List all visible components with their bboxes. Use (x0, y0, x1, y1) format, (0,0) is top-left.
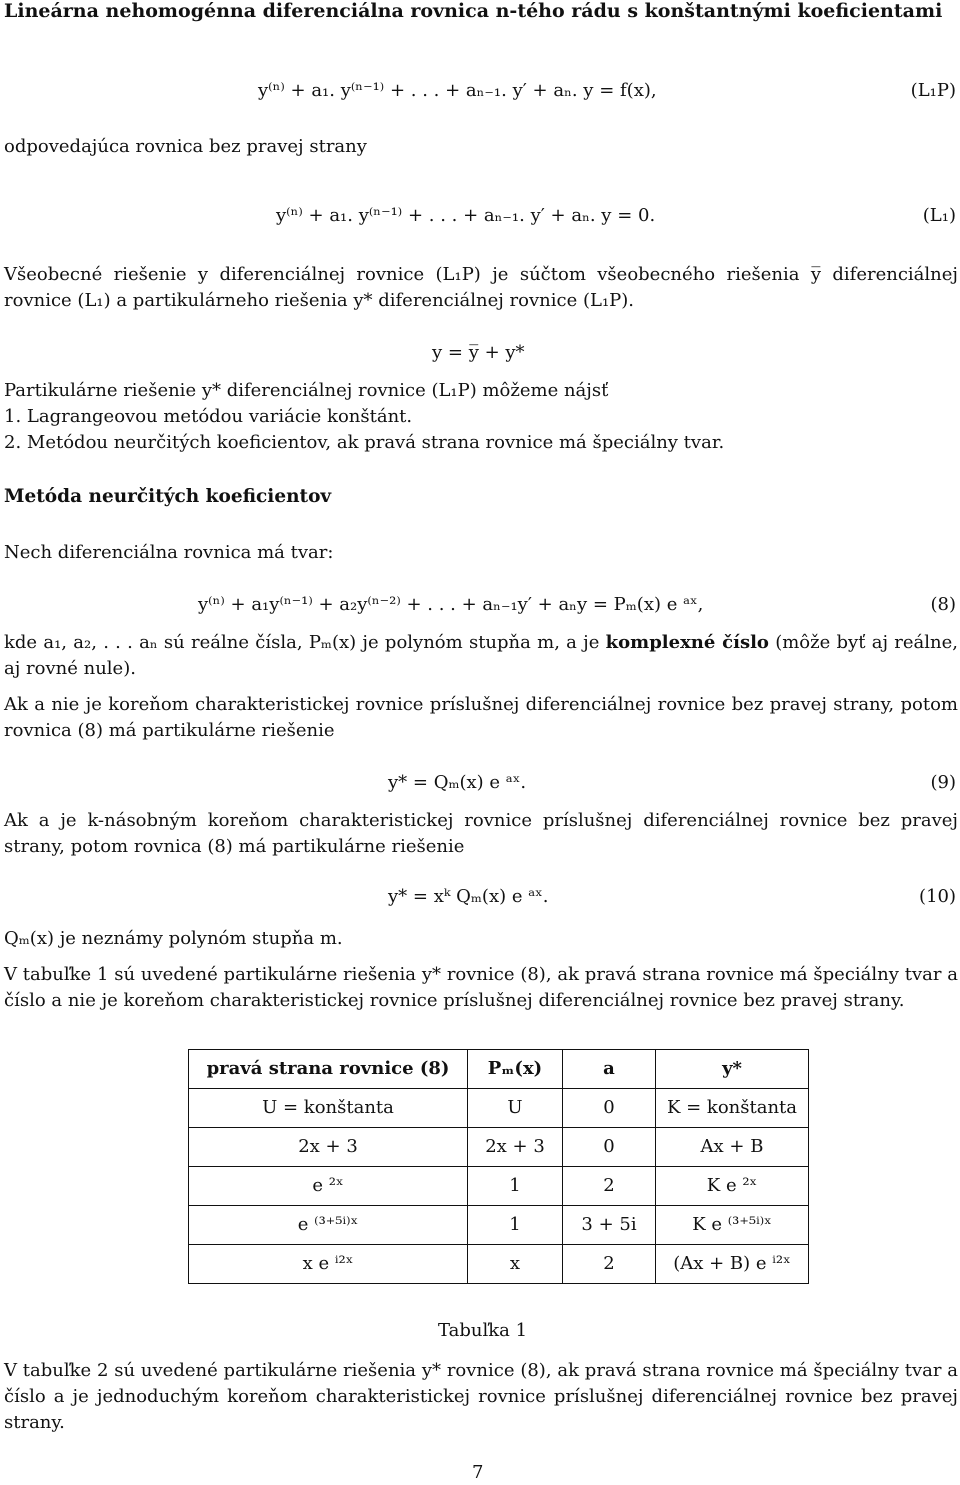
table-cell: 1 (468, 1206, 563, 1245)
table-caption: Tabuľka 1 (438, 1320, 528, 1341)
method-item-2: 2. Metódou neurčitých koeficientov, ak pravá strana rovnice má špeciálny tvar. (4, 432, 725, 453)
page-title: Lineárna nehomogénna diferenciálna rovnica n-tého rádu s konštantnými koeficientami (4, 0, 943, 22)
coefficients-text-b: (môže byť aj reálne, aj rovné nule). (4, 632, 958, 679)
table-cell: K e ⁽³⁺⁵ⁱ⁾ˣ (656, 1206, 809, 1245)
coefficients-paragraph (4, 630, 958, 682)
particular-intro: Partikulárne riešenie y* diferenciálnej rovnice (L₁P) môžeme nájsť (4, 380, 609, 401)
table-cell: 0 (563, 1089, 656, 1128)
table-cell: e ²ˣ (189, 1167, 468, 1206)
table-row (189, 1245, 809, 1284)
method-item-1: 1. Lagrangeovou metódou variácie konštánt. (4, 406, 413, 427)
table-cell: Ax + B (656, 1128, 809, 1167)
table-header-pm: Pₘ(x) (468, 1050, 563, 1089)
table-cell: 3 + 5i (563, 1206, 656, 1245)
table-cell: 2x + 3 (189, 1128, 468, 1167)
equation-lp: y⁽ⁿ⁾ + a₁. y⁽ⁿ⁻¹⁾ + . . . + aₙ₋₁. y′ + aₙ. y = f(x), (258, 80, 657, 101)
table-header-rhs: pravá strana rovnice (8) (189, 1050, 468, 1089)
table2-intro-paragraph: V tabuľke 2 sú uvedené partikulárne riešenia y* rovnice (8), ak pravá strana rovnice má špeciálny tvar a číslo a je jednoduchým koreňom charakteristickej rovnice príslušnej diferenciálnej rovnice bez pravej strany. (4, 1360, 958, 1433)
table-cell: U = konštanta (189, 1089, 468, 1128)
table-cell: 2x + 3 (468, 1128, 563, 1167)
complex-number-emphasis: komplexné číslo (605, 632, 769, 653)
table-cell: K e ²ˣ (656, 1167, 809, 1206)
case1-paragraph: Ak a nie je koreňom charakteristickej rovnice príslušnej diferenciálnej rovnice bez pravej strany, potom rovnica (8) má partikulárne riešenie (4, 694, 958, 741)
table-row (189, 1167, 809, 1206)
table-cell: U (468, 1089, 563, 1128)
section-heading: Metóda neurčitých koeficientov (4, 486, 332, 507)
coefficients-text-a: kde a₁, a₂, . . . aₙ sú reálne čísla, Pₘ(x) je polynóm stupňa m, a je (4, 632, 606, 653)
table-row (189, 1128, 809, 1167)
equation-sum: y = y̅ + y* (432, 342, 525, 363)
form-intro: Nech diferenciálna rovnica má tvar: (4, 542, 334, 563)
table-cell: x e ⁱ²ˣ (189, 1245, 468, 1284)
table1-intro-paragraph: V tabuľke 1 sú uvedené partikulárne riešenia y* rovnice (8), ak pravá strana rovnice má špeciálny tvar a číslo a nie je koreňom charakteristickej rovnice príslušnej diferenciálnej rovnice bez pravej strany. (4, 964, 958, 1011)
equation-10: y* = xᵏ Qₘ(x) e ᵃˣ. (388, 886, 549, 907)
equation-9: y* = Qₘ(x) e ᵃˣ. (388, 772, 527, 793)
equation-l: y⁽ⁿ⁾ + a₁. y⁽ⁿ⁻¹⁾ + . . . + aₙ₋₁. y′ + aₙ. y = 0. (276, 205, 656, 226)
page-number: 7 (472, 1462, 484, 1483)
table-row (189, 1089, 809, 1128)
equation-l-tag: (L₁) (922, 205, 956, 226)
table-row (189, 1206, 809, 1245)
table-cell: 0 (563, 1128, 656, 1167)
equation-10-tag: (10) (919, 886, 956, 907)
equation-lp-tag: (L₁P) (910, 80, 956, 101)
table-cell: 1 (468, 1167, 563, 1206)
general-solution-paragraph: Všeobecné riešenie y diferenciálnej rovnice (L₁P) je súčtom všeobecného riešenia y̅ diferenciálnej rovnice (L₁) a partikulárneho riešenia y* diferenciálnej rovnice (L₁P). (4, 264, 958, 311)
table-cell: x (468, 1245, 563, 1284)
qm-note: Qₘ(x) je neznámy polynóm stupňa m. (4, 928, 343, 949)
homogeneous-intro: odpovedajúca rovnica bez pravej strany (4, 136, 367, 157)
case2-paragraph: Ak a je k-násobným koreňom charakteristickej rovnice príslušnej diferenciálnej rovnice bez pravej strany, potom rovnica (8) má partikulárne riešenie (4, 810, 958, 857)
equation-9-tag: (9) (930, 772, 956, 793)
table-cell: 2 (563, 1245, 656, 1284)
table-cell: (Ax + B) e ⁱ²ˣ (656, 1245, 809, 1284)
table-header-a: a (563, 1050, 656, 1089)
table-cell: e ⁽³⁺⁵ⁱ⁾ˣ (189, 1206, 468, 1245)
particular-solutions-table (188, 1049, 809, 1284)
equation-8: y⁽ⁿ⁾ + a₁y⁽ⁿ⁻¹⁾ + a₂y⁽ⁿ⁻²⁾ + . . . + aₙ₋₁y′ + aₙy = Pₘ(x) e ᵃˣ, (198, 594, 704, 615)
table-cell: 2 (563, 1167, 656, 1206)
table-cell: K = konštanta (656, 1089, 809, 1128)
table-header-row (189, 1050, 809, 1089)
table-header-ystar: y* (656, 1050, 809, 1089)
equation-8-tag: (8) (930, 594, 956, 615)
